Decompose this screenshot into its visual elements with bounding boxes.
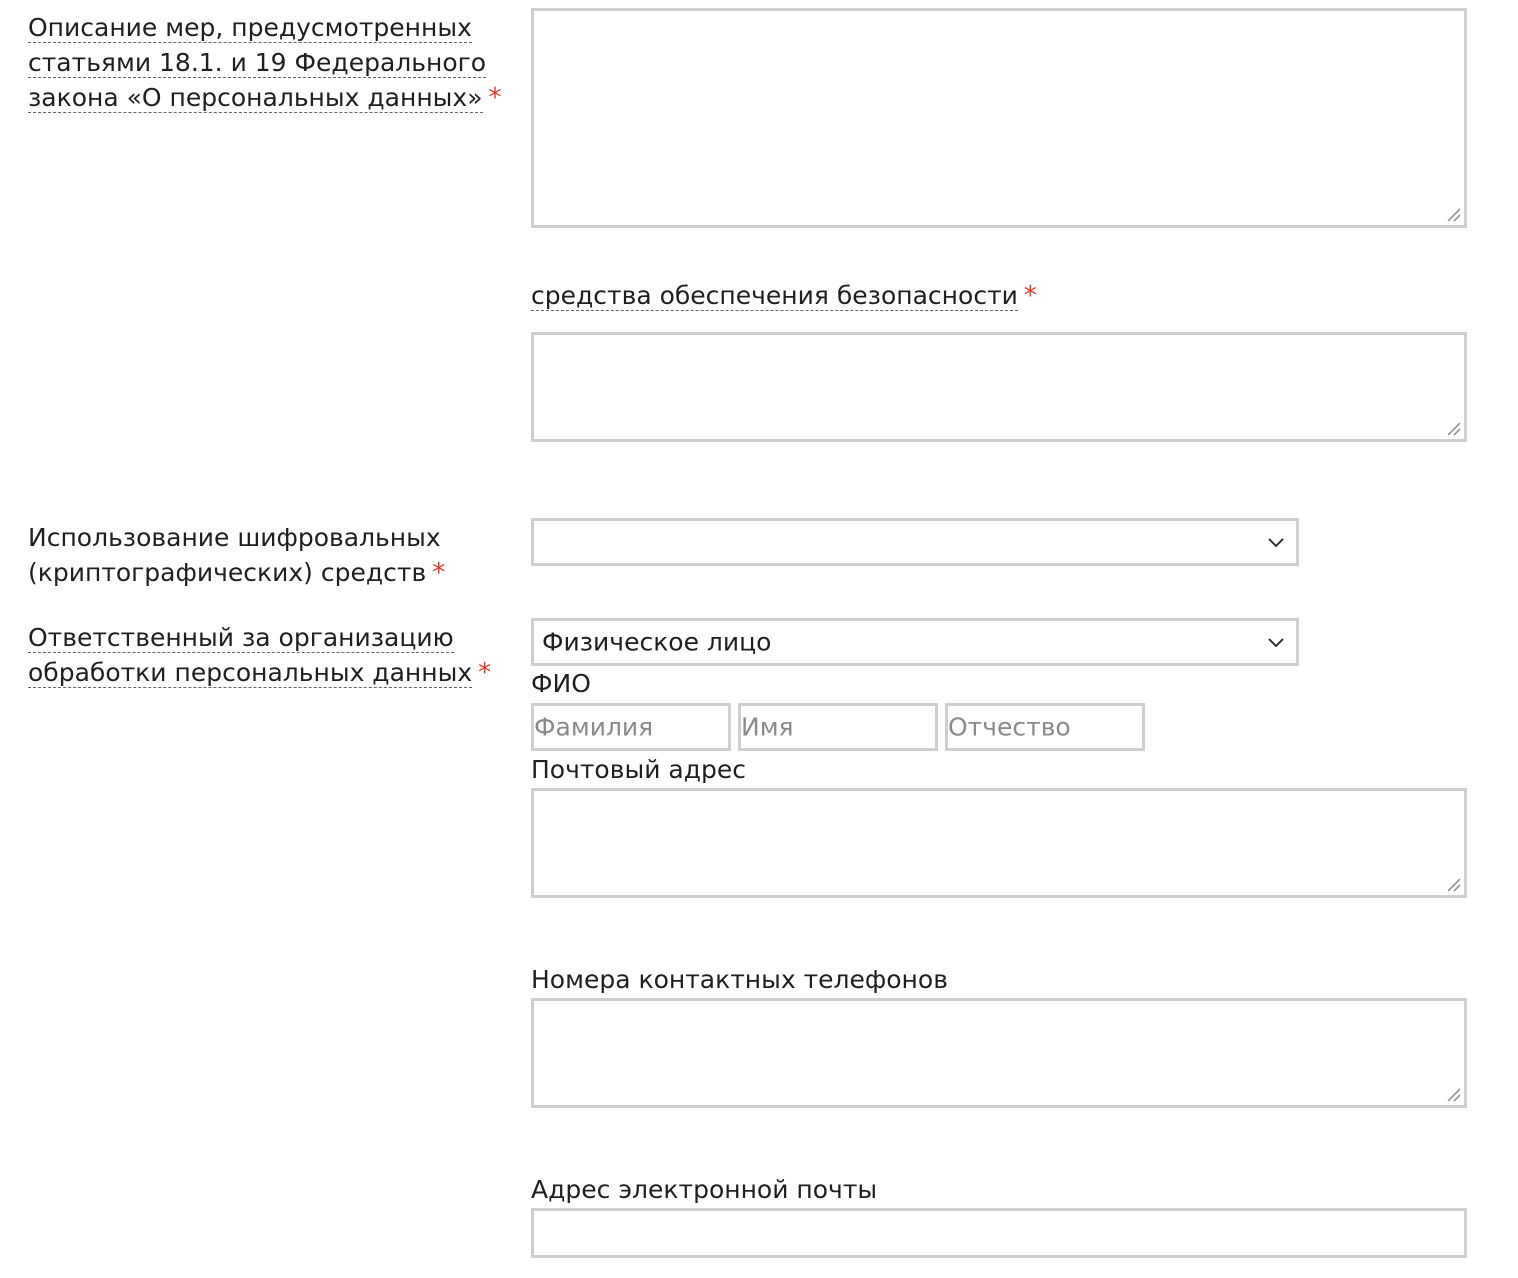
name-placeholder: Имя (741, 712, 794, 742)
responsible-label-line-2: обработки персональных данных (28, 658, 473, 687)
required-mark: * (488, 83, 502, 113)
required-mark: * (432, 558, 446, 588)
crypto-label-line-2: (криптографических) средств (28, 558, 427, 587)
surname-input[interactable] (531, 703, 731, 751)
email-label: Адрес электронной почты (531, 1175, 878, 1204)
security-means-label (531, 278, 1037, 314)
required-mark: * (478, 658, 492, 688)
email-input[interactable] (531, 1208, 1467, 1258)
measures-label-line-1: Описание мер, предусмотренных (28, 13, 472, 42)
surname-placeholder: Фамилия (534, 712, 654, 742)
measures-label-line-2: статьями 18.1. и 19 Федерального (28, 48, 487, 77)
fio-label: ФИО (531, 669, 591, 698)
crypto-label-line-1: Использование шифровальных (28, 523, 441, 552)
name-input[interactable] (738, 703, 938, 751)
chevron-down-icon (1266, 535, 1286, 549)
postal-address-textarea[interactable] (531, 788, 1467, 898)
patronymic-input[interactable] (945, 703, 1145, 751)
postal-address-label: Почтовый адрес (531, 755, 746, 784)
phones-textarea[interactable] (531, 998, 1467, 1108)
measures-label (28, 10, 502, 116)
chevron-down-icon (1266, 635, 1286, 649)
crypto-select[interactable] (531, 518, 1299, 566)
phones-label: Номера контактных телефонов (531, 965, 948, 994)
measures-textarea[interactable] (531, 8, 1467, 228)
security-means-label-text: средства обеспечения безопасности (531, 281, 1018, 310)
patronymic-placeholder: Отчество (948, 712, 1071, 742)
measures-label-line-3: закона «О персональных данных» (28, 83, 483, 112)
crypto-label (28, 520, 445, 591)
resize-handle-icon[interactable] (1445, 420, 1461, 436)
resize-handle-icon[interactable] (1445, 206, 1461, 222)
responsible-select-value: Физическое лицо (542, 627, 772, 657)
required-mark: * (1023, 281, 1037, 311)
responsible-label-line-1: Ответственный за организацию (28, 623, 454, 652)
responsible-select[interactable] (531, 618, 1299, 666)
resize-handle-icon[interactable] (1445, 1086, 1461, 1102)
security-means-textarea[interactable] (531, 332, 1467, 442)
resize-handle-icon[interactable] (1445, 876, 1461, 892)
responsible-label (28, 620, 491, 691)
